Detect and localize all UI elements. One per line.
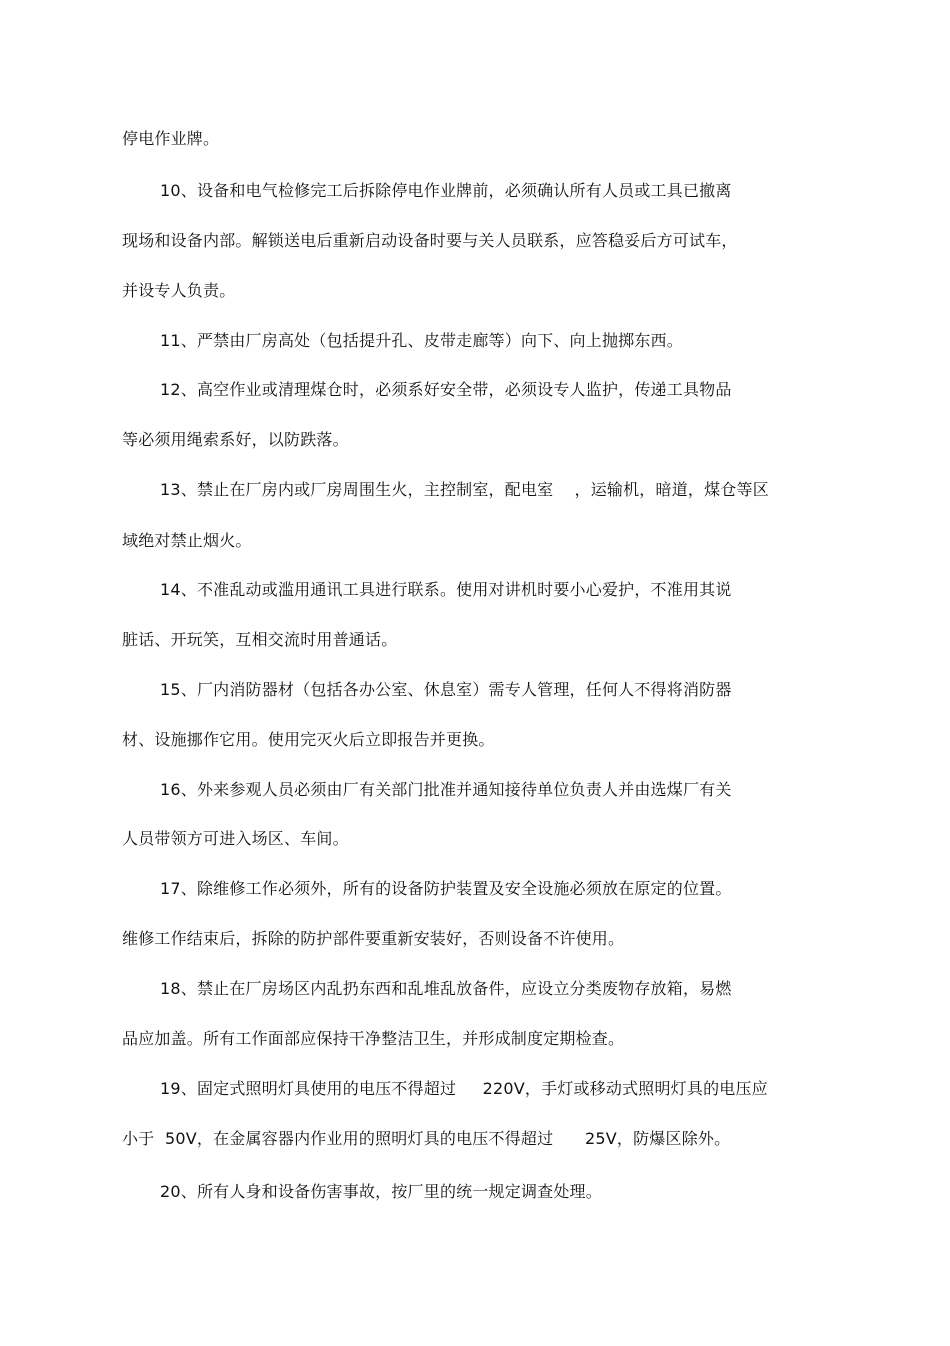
text-line: 12、高空作业或清理煤仓时，必须系好安全带，必须设专人监护，传递工具物品 xyxy=(160,380,732,399)
text-line: 域绝对禁止烟火。 xyxy=(122,531,252,550)
text-line: 小于 50V，在金属容器内作业用的照明灯具的电压不得超过 25V，防爆区除外。 xyxy=(122,1129,731,1148)
text-line: 20、所有人身和设备伤害事故，按厂里的统一规定调查处理。 xyxy=(160,1182,602,1201)
text-line: 10、设备和电气检修完工后拆除停电作业牌前，必须确认所有人员或工具已撤离 xyxy=(160,181,732,200)
text-line: 19、固定式照明灯具使用的电压不得超过 220V，手灯或移动式照明灯具的电压应 xyxy=(160,1079,768,1098)
text-line: 现场和设备内部。解锁送电后重新启动设备时要与关人员联系，应答稳妥后方可试车， xyxy=(122,231,738,250)
text-line: 17、除维修工作必须外，所有的设备防护装置及安全设施必须放在原定的位置。 xyxy=(160,879,732,898)
text-line: 停电作业牌。 xyxy=(122,129,220,148)
text-line: 材、设施挪作它用。使用完灭火后立即报告并更换。 xyxy=(122,730,495,749)
text-line: 等必须用绳索系好，以防跌落。 xyxy=(122,430,349,449)
text-line: 15、厂内消防器材（包括各办公室、休息室）需专人管理，任何人不得将消防器 xyxy=(160,680,732,699)
text-line: 品应加盖。所有工作面部应保持干净整洁卫生，并形成制度定期检查。 xyxy=(122,1029,625,1048)
text-line: 并设专人负责。 xyxy=(122,281,236,300)
text-line: 16、外来参观人员必须由厂有关部门批准并通知接待单位负责人并由选煤厂有关 xyxy=(160,780,732,799)
text-line: 维修工作结束后，拆除的防护部件要重新安装好，否则设备不许使用。 xyxy=(122,929,625,948)
text-line: 13、禁止在厂房内或厂房周围生火，主控制室，配电室 ，运输机，暗道，煤仓等区 xyxy=(160,480,769,499)
text-line: 18、禁止在厂房场区内乱扔东西和乱堆乱放备件，应设立分类废物存放箱，易燃 xyxy=(160,979,732,998)
text-line: 脏话、开玩笑，互相交流时用普通话。 xyxy=(122,630,398,649)
text-line: 人员带领方可进入场区、车间。 xyxy=(122,829,349,848)
text-line: 11、严禁由厂房高处（包括提升孔、皮带走廊等）向下、向上抛掷东西。 xyxy=(160,331,683,350)
text-line: 14、不准乱动或滥用通讯工具进行联系。使用对讲机时要小心爱护，不准用其说 xyxy=(160,580,732,599)
